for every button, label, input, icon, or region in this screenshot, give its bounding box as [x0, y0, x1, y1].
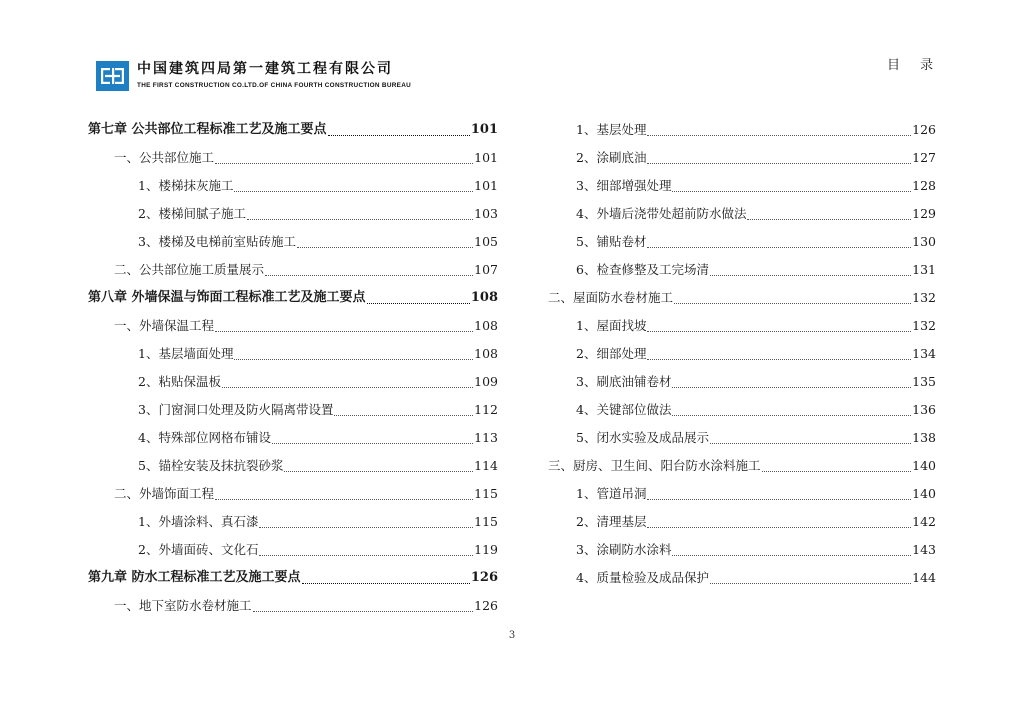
toc-entry-title: 5、锚栓安装及抹抗裂砂浆 — [138, 458, 284, 473]
toc-entry-title: 3、门窗洞口处理及防火隔离带设置 — [138, 402, 334, 417]
toc-entry-page: 103 — [474, 206, 498, 221]
toc-entry[interactable] — [548, 564, 936, 592]
toc-leader-dots — [710, 274, 911, 276]
toc-entry-title: 4、质量检验及成品保护 — [576, 570, 709, 585]
toc-leader-dots — [302, 582, 470, 584]
toc-entry[interactable] — [88, 368, 498, 396]
toc-entry-title: 4、关键部位做法 — [576, 402, 672, 417]
toc-entry[interactable] — [548, 340, 936, 368]
toc-entry-page: 101 — [474, 178, 498, 193]
toc-entry-title: 1、基层墙面处理 — [138, 346, 234, 361]
toc-entry[interactable] — [88, 424, 498, 452]
toc-entry-page: 143 — [912, 542, 936, 557]
toc-entry[interactable] — [88, 172, 498, 200]
toc-entry[interactable] — [548, 256, 936, 284]
toc-entry-page: 115 — [474, 486, 498, 501]
toc-left-column — [88, 116, 498, 620]
toc-entry-title: 一、公共部位施工 — [114, 150, 215, 165]
toc-entry-title: 1、屋面找坡 — [576, 318, 647, 333]
toc-entry-page: 112 — [474, 402, 498, 417]
toc-entry-page: 142 — [912, 514, 936, 529]
toc-entry[interactable] — [548, 508, 936, 536]
toc-entry[interactable] — [548, 144, 936, 172]
toc-entry-title: 2、楼梯间腻子施工 — [138, 206, 246, 221]
toc-entry-page: 108 — [470, 290, 498, 305]
company-name-en: THE FIRST CONSTRUCTION CO.LTD.OF CHINA FOURTH CONSTRUCTION BUREAU — [137, 82, 412, 89]
toc-entry[interactable] — [88, 480, 498, 508]
toc-entry-title: 1、基层处理 — [576, 122, 647, 137]
toc-entry-title: 一、外墙保温工程 — [114, 318, 215, 333]
toc-leader-dots — [672, 386, 911, 388]
toc-entry-page: 128 — [912, 178, 936, 193]
toc-leader-dots — [297, 246, 473, 248]
section-title: 目 录 — [887, 58, 942, 73]
toc-entry[interactable] — [88, 536, 498, 564]
toc-entry-page: 107 — [474, 262, 498, 277]
toc-leader-dots — [259, 526, 473, 528]
page-header — [96, 58, 936, 98]
toc-leader-dots — [334, 414, 473, 416]
toc-entry[interactable] — [548, 228, 936, 256]
toc-entry-page: 127 — [912, 150, 936, 165]
toc-entry-page: 101 — [474, 150, 498, 165]
toc-entry-title: 2、粘贴保温板 — [138, 374, 221, 389]
toc-entry[interactable] — [548, 312, 936, 340]
toc-leader-dots — [647, 498, 911, 500]
toc-entry[interactable] — [88, 116, 498, 144]
toc-entry[interactable] — [88, 284, 498, 312]
toc-entry-page: 115 — [474, 514, 498, 529]
toc-entry-title: 二、公共部位施工质量展示 — [114, 262, 265, 277]
toc-leader-dots — [747, 218, 911, 220]
toc-leader-dots — [234, 190, 473, 192]
toc-entry[interactable] — [88, 200, 498, 228]
toc-leader-dots — [328, 134, 470, 136]
toc-entry[interactable] — [88, 564, 498, 592]
toc-entry-title: 二、屋面防水卷材施工 — [548, 290, 674, 305]
toc-leader-dots — [647, 358, 911, 360]
page-number: 3 — [508, 630, 516, 641]
toc-leader-dots — [710, 582, 911, 584]
toc-entry-page: 126 — [470, 570, 498, 585]
toc-leader-dots — [672, 190, 911, 192]
toc-entry-title: 4、特殊部位网格布铺设 — [138, 430, 271, 445]
toc-entry[interactable] — [548, 480, 936, 508]
toc-leader-dots — [247, 218, 473, 220]
toc-leader-dots — [259, 554, 473, 556]
toc-entry[interactable] — [548, 172, 936, 200]
toc-entry-title: 5、闭水实验及成品展示 — [576, 430, 709, 445]
toc-entry[interactable] — [548, 284, 936, 312]
toc-entry-title: 3、细部增强处理 — [576, 178, 672, 193]
toc-entry-title: 第九章 防水工程标准工艺及施工要点 — [88, 570, 301, 585]
toc-entry-title: 第八章 外墙保温与饰面工程标准工艺及施工要点 — [88, 290, 366, 305]
toc-entry[interactable] — [88, 340, 498, 368]
toc-entry-page: 126 — [474, 598, 498, 613]
toc-leader-dots — [674, 302, 911, 304]
toc-entry-page: 135 — [912, 374, 936, 389]
toc-entry-title: 一、地下室防水卷材施工 — [114, 598, 252, 613]
toc-entry-page: 109 — [474, 374, 498, 389]
toc-entry[interactable] — [548, 536, 936, 564]
toc-entry[interactable] — [548, 452, 936, 480]
toc-entry-title: 4、外墙后浇带处超前防水做法 — [576, 206, 747, 221]
toc-entry-title: 1、楼梯抹灰施工 — [138, 178, 234, 193]
toc-entry[interactable] — [548, 424, 936, 452]
toc-entry-page: 108 — [474, 346, 498, 361]
toc-leader-dots — [284, 470, 473, 472]
toc-entry[interactable] — [88, 592, 498, 620]
toc-entry[interactable] — [88, 508, 498, 536]
toc-entry[interactable] — [88, 256, 498, 284]
toc-entry-page: 114 — [474, 458, 498, 473]
company-name-cn: 中国建筑四局第一建筑工程有限公司 — [137, 61, 393, 77]
toc-entry[interactable] — [88, 452, 498, 480]
toc-entry-page: 140 — [912, 486, 936, 501]
toc-entry-title: 2、清理基层 — [576, 514, 647, 529]
toc-entry-page: 119 — [474, 542, 498, 557]
toc-leader-dots — [672, 554, 911, 556]
toc-entry[interactable] — [548, 368, 936, 396]
toc-entry-page: 108 — [474, 318, 498, 333]
toc-entry-page: 136 — [912, 402, 936, 417]
toc-leader-dots — [647, 526, 911, 528]
toc-leader-dots — [647, 134, 911, 136]
toc-leader-dots — [253, 610, 474, 612]
toc-entry[interactable] — [88, 144, 498, 172]
toc-entry-page: 134 — [912, 346, 936, 361]
toc-entry-title: 3、刷底油铺卷材 — [576, 374, 672, 389]
toc-entry[interactable] — [88, 228, 498, 256]
toc-leader-dots — [367, 302, 470, 304]
toc-entry-page: 113 — [474, 430, 498, 445]
toc-leader-dots — [647, 330, 911, 332]
toc-leader-dots — [215, 498, 473, 500]
toc-entry-title: 三、厨房、卫生间、阳台防水涂料施工 — [548, 458, 761, 473]
toc-leader-dots — [272, 442, 473, 444]
toc-entry-title: 2、涂刷底油 — [576, 150, 647, 165]
toc-entry-page: 105 — [474, 234, 498, 249]
toc-entry-page: 131 — [912, 262, 936, 277]
toc-entry-page: 132 — [912, 290, 936, 305]
toc-entry-title: 3、涂刷防水涂料 — [576, 542, 672, 557]
toc-entry[interactable] — [88, 312, 498, 340]
toc-entry-page: 101 — [470, 122, 498, 137]
toc-entry[interactable] — [88, 396, 498, 424]
toc-entry-title: 5、铺贴卷材 — [576, 234, 647, 249]
toc-leader-dots — [234, 358, 473, 360]
toc-leader-dots — [215, 330, 473, 332]
toc-entry-title: 2、细部处理 — [576, 346, 647, 361]
toc-entry-title: 2、外墙面砖、文化石 — [138, 542, 259, 557]
toc-leader-dots — [647, 162, 911, 164]
toc-entry-title: 二、外墙饰面工程 — [114, 486, 215, 501]
toc-entry-title: 3、楼梯及电梯前室贴砖施工 — [138, 234, 296, 249]
toc-leader-dots — [222, 386, 473, 388]
toc-leader-dots — [710, 442, 911, 444]
toc-entry-page: 126 — [912, 122, 936, 137]
toc-entry-page: 140 — [912, 458, 936, 473]
toc-entry-title: 第七章 公共部位工程标准工艺及施工要点 — [88, 122, 327, 137]
toc-right-column — [548, 116, 936, 592]
toc-leader-dots — [647, 246, 911, 248]
toc-entry[interactable] — [548, 200, 936, 228]
toc-leader-dots — [265, 274, 473, 276]
toc-entry-page: 130 — [912, 234, 936, 249]
toc-entry-title: 1、外墙涂料、真石漆 — [138, 514, 259, 529]
toc-entry[interactable] — [548, 116, 936, 144]
cscec-logo-icon — [96, 61, 129, 91]
toc-leader-dots — [215, 162, 473, 164]
toc-entry-page: 144 — [912, 570, 936, 585]
toc-entry-page: 129 — [912, 206, 936, 221]
toc-entry-page: 132 — [912, 318, 936, 333]
toc-entry-page: 138 — [912, 430, 936, 445]
toc-leader-dots — [762, 470, 912, 472]
toc-leader-dots — [672, 414, 911, 416]
toc-entry-title: 6、检查修整及工完场清 — [576, 262, 709, 277]
toc-entry-title: 1、管道吊洞 — [576, 486, 647, 501]
toc-entry[interactable] — [548, 396, 936, 424]
